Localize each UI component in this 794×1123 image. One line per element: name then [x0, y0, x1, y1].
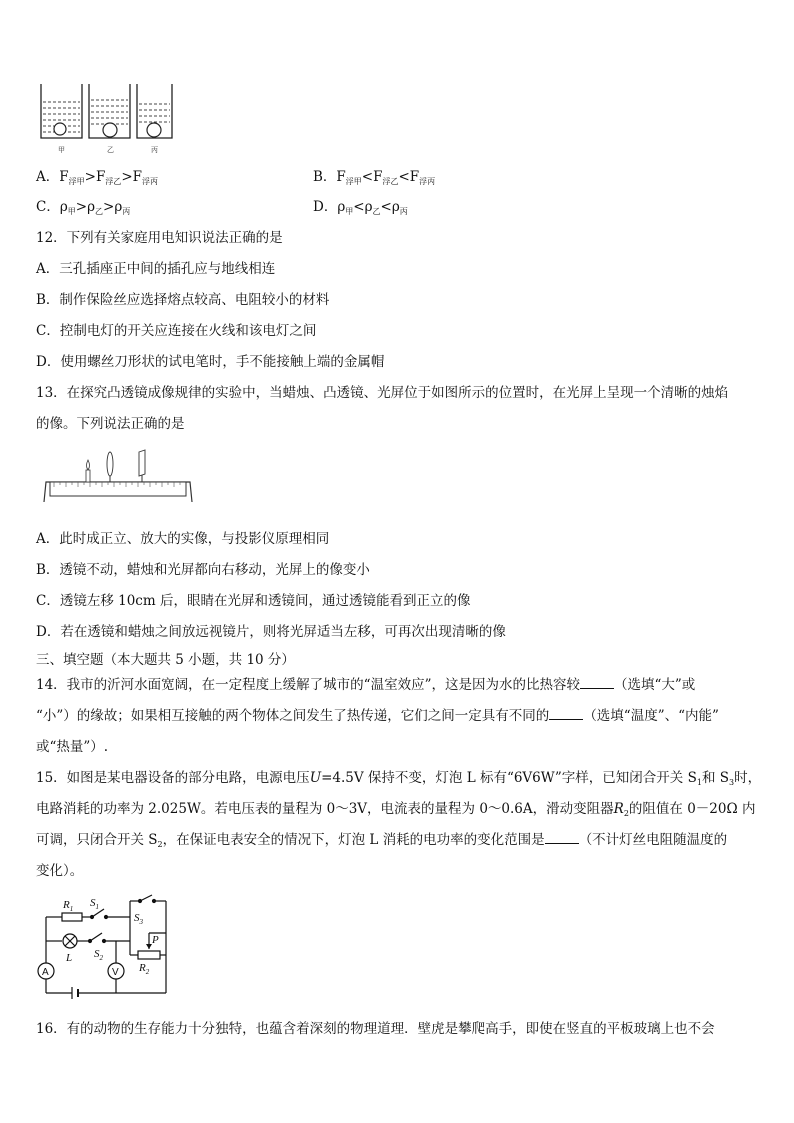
- q13-option-a[interactable]: A．此时成正立、放大的实像，与投影仪原理相同: [36, 531, 330, 547]
- convex-lens: [107, 452, 113, 482]
- q11-option-b[interactable]: B．$F_{浮甲}<F_{浮乙}<F_{浮丙}$: [313, 169, 436, 186]
- q13-option-d[interactable]: D．若在透镜和蜡烛之间放远视镜片，则将光屏适当左移，可再次出现清晰的像: [36, 624, 506, 640]
- q14-line3: 或“热量”）.: [36, 739, 109, 755]
- q12-option-d[interactable]: D．使用螺丝刀形状的试电笔时，手不能接触上端的金属帽: [36, 354, 385, 370]
- label-s2: $S_2$: [94, 948, 103, 962]
- label-r1: $R_1$: [63, 899, 74, 913]
- beakers-figure: [36, 80, 176, 156]
- q16-line1: 16．有的动物的生存能力十分独特，也蕴含着深刻的物理道理．壁虎是攀爬高手，即使在竖直的平板玻璃上也不会: [36, 1021, 715, 1037]
- q11-option-d[interactable]: D．$\rho_甲<\rho_乙<\rho_丙$: [313, 199, 408, 216]
- q13-stem-line2: 的像。下列说法正确的是: [36, 416, 185, 432]
- label-s3: $S_3$: [134, 912, 143, 926]
- q11-option-a[interactable]: A．$F_{浮甲}>F_{浮乙}>F_{浮丙}$: [36, 169, 158, 186]
- beaker-jia: [41, 84, 82, 138]
- label-s1: $S_1$: [90, 897, 99, 911]
- ammeter-label: A: [42, 967, 49, 978]
- q14-line1: 14．我市的沂河水面宽阔，在一定程度上缓解了城市的“温室效应”，这是因为水的比热容较 （选填“大”或: [36, 677, 696, 693]
- circuit-figure: [34, 893, 184, 1003]
- q14-blank-1[interactable]: [580, 676, 614, 689]
- candle: [86, 460, 90, 482]
- q15-line2: 电路消耗的功率为 2.025W。若电压表的量程为 0～3V，电流表的量程为 0～0.6A，滑动变阻器$R_2$的阻值在 0－20Ω 内: [36, 801, 756, 818]
- label-l: L: [66, 952, 73, 964]
- q13-option-c[interactable]: C．透镜左移 10cm 后，眼睛在光屏和透镜间，通过透镜能看到正立的像: [36, 593, 471, 609]
- q15-line1: 15．如图是某电器设备的部分电路，电源电压U=4.5V 保持不变，灯泡 L 标有“6V6W”字样，已知闭合开关 $S_1$和 $S_3$时，: [36, 770, 762, 787]
- beaker-label-bing: 丙: [151, 146, 158, 154]
- beaker-label-yi: 乙: [107, 146, 114, 154]
- q11-option-c[interactable]: C．$\rho_甲>\rho_乙>\rho_丙$: [36, 199, 131, 216]
- label-r2: $R_2$: [139, 962, 150, 976]
- q12-option-a[interactable]: A．三孔插座正中间的插孔应与地线相连: [36, 261, 276, 277]
- beaker-bing: [137, 84, 172, 138]
- q13-stem-line1: 13．在探究凸透镜成像规律的实验中，当蜡烛、凸透镜、光屏位于如图所示的位置时，在光屏上呈现一个清晰的烛焰: [36, 385, 729, 401]
- q15-line4: 变化）。: [36, 863, 84, 879]
- switch-s2: [90, 933, 102, 941]
- resistor-r1: [62, 913, 82, 921]
- light-screen: [139, 450, 145, 482]
- q12-option-b[interactable]: B．制作保险丝应选择熔点较高、电阻较小的材料: [36, 292, 330, 308]
- label-p: P: [152, 934, 159, 946]
- q15-blank[interactable]: [545, 831, 579, 844]
- voltmeter-label: V: [112, 967, 119, 978]
- q14-blank-2[interactable]: [549, 707, 583, 720]
- q12-stem: 12．下列有关家庭用电知识说法正确的是: [36, 230, 283, 246]
- q13-option-b[interactable]: B．透镜不动，蜡烛和光屏都向右移动，光屏上的像变小: [36, 562, 370, 578]
- beaker-yi: [89, 84, 130, 138]
- q14-line2: “小”）的缘故；如果相互接触的两个物体之间发生了热传递，它们之间一定具有不同的 （选填“温度”、“内能”: [36, 708, 719, 724]
- q15-line3: 可调，只闭合开关 $S_2$，在保证电表安全的情况下，灯泡 L 消耗的电功率的变化范围是 （不计灯丝电阻随温度的: [36, 832, 728, 849]
- optical-bench-figure: [40, 446, 196, 508]
- section-3-heading: 三、填空题（本大题共 5 小题，共 10 分）: [36, 652, 295, 668]
- beaker-label-jia: 甲: [58, 146, 65, 154]
- q12-option-c[interactable]: C．控制电灯的开关应连接在火线和该电灯之间: [36, 323, 317, 339]
- rheostat-r2: [138, 951, 160, 959]
